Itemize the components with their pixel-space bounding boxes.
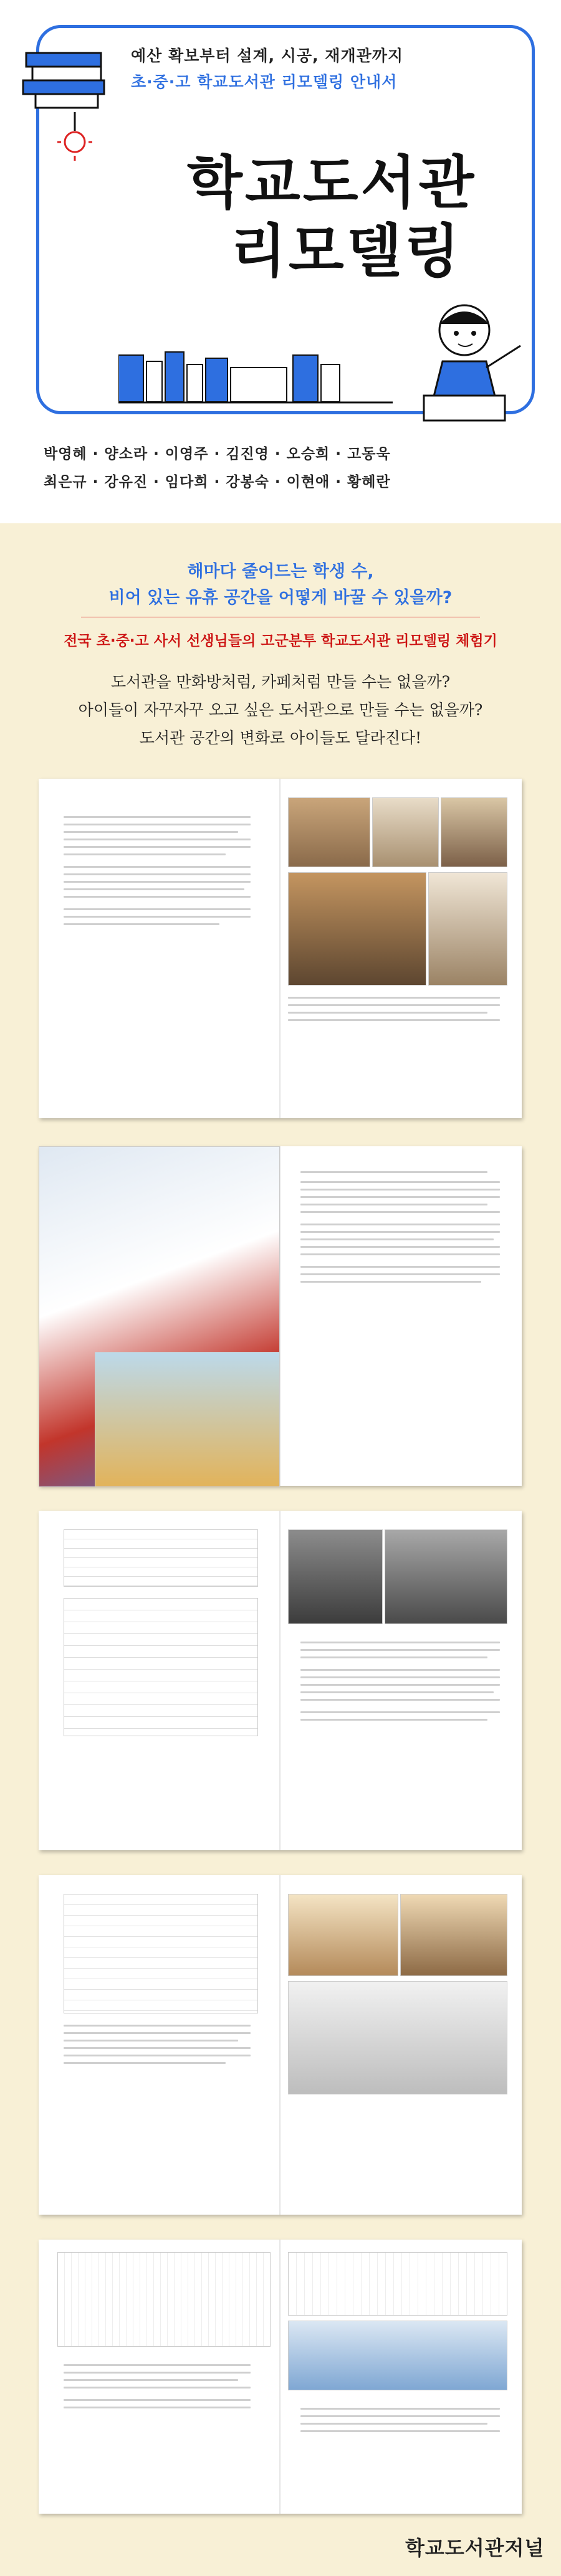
book-spread-3 <box>39 1511 522 1850</box>
boy-reading-illustration <box>386 287 542 442</box>
table <box>64 1894 258 2013</box>
promo-headline-1: 해마다 줄어드는 학생 수, <box>187 562 374 581</box>
book-spread-2 <box>39 1146 522 1486</box>
gutter <box>279 1511 281 1850</box>
floor-plan-drawing <box>57 2252 271 2347</box>
library-photo <box>372 797 439 867</box>
book-spread-1 <box>39 779 522 1118</box>
floor-plan-render <box>400 1894 507 1976</box>
authors-line-2: 최은규 · 강유진 · 임다희 · 강봉숙 · 이현애 · 황혜란 <box>44 474 391 490</box>
floor-plan-render <box>288 1894 398 1976</box>
table <box>64 1598 258 1736</box>
table <box>64 1529 258 1587</box>
library-photo <box>441 797 507 867</box>
library-photo <box>288 872 426 986</box>
gutter <box>279 2240 281 2514</box>
book-cover <box>0 0 561 523</box>
cover-subtitle-2: 초·중·고 학교도서관 리모델링 안내서 <box>131 73 398 91</box>
promo-headline-2: 비어 있는 유휴 공간을 어떻게 바꿀 수 있을까? <box>108 588 453 607</box>
library-render <box>288 2321 507 2390</box>
authors-line-1: 박영혜 · 양소라 · 이영주 · 김진영 · 오승희 · 고동욱 <box>44 446 391 462</box>
library-photo <box>288 1529 383 1624</box>
promo-body-1: 도서관을 만화방처럼, 카페처럼 만들 수는 없을까? <box>110 673 451 691</box>
promo-tagline: 전국 초·중·고 사서 선생님들의 고군분투 학교도서관 리모델링 체험기 <box>64 633 497 649</box>
publisher-logo: 학교도서관저널 <box>405 2536 545 2560</box>
promo-body-2: 아이들이 자꾸자꾸 오고 싶은 도서관으로 만들 수는 없을까? <box>78 701 483 719</box>
library-photo <box>288 797 370 867</box>
promo-body-3: 도서관 공간의 변화로 아이들도 달라진다! <box>139 729 422 747</box>
cover-title-2: 리모델링 <box>231 218 463 285</box>
gutter <box>279 779 281 1118</box>
library-photo <box>385 1529 507 1624</box>
book-spread-5 <box>39 2240 522 2514</box>
cover-title-1: 학교도서관 <box>187 150 477 216</box>
floor-plan-render <box>288 1981 507 2094</box>
floor-plan-drawing <box>288 2252 507 2316</box>
bookshelf-illustration <box>118 349 393 405</box>
lightbulb-icon <box>56 112 94 162</box>
gutter <box>279 1875 281 2215</box>
library-photo <box>428 872 507 986</box>
library-photo <box>95 1352 280 1487</box>
book-spread-4 <box>39 1875 522 2215</box>
cover-subtitle-1: 예산 확보부터 설계, 시공, 재개관까지 <box>131 47 404 65</box>
